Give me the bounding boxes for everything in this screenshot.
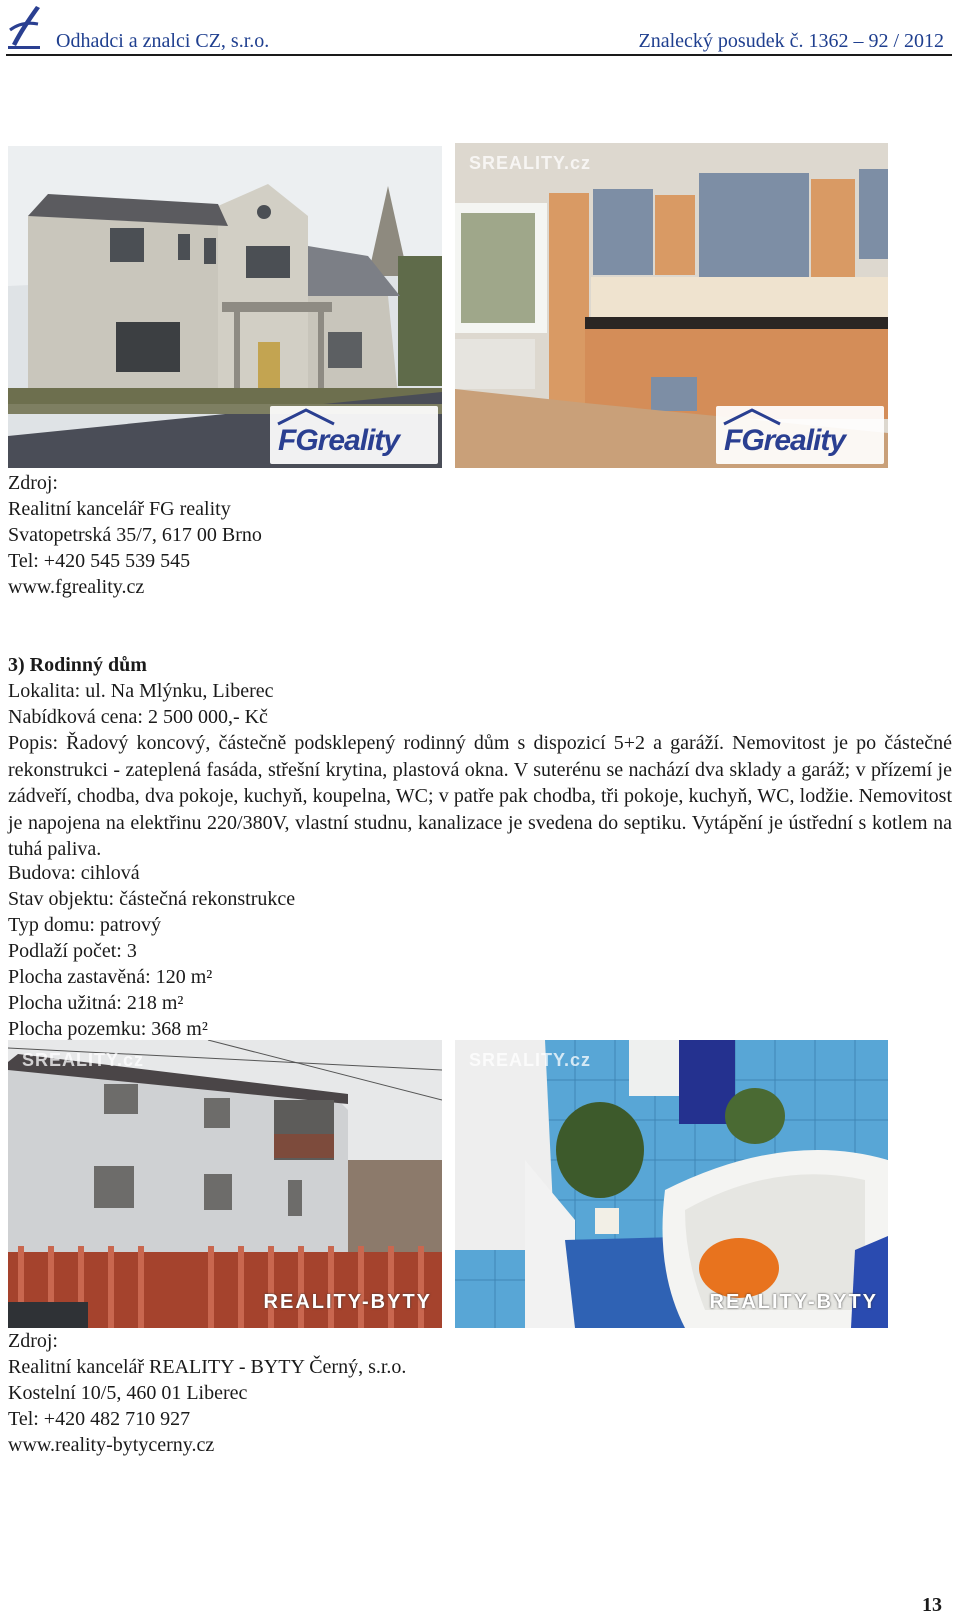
attribute-built-area: Plocha zastavěná: 120 m² [8, 966, 213, 988]
document-reference: Znalecký posudek č. 1362 – 92 / 2012 [638, 30, 944, 52]
house-exterior-photo [8, 146, 442, 468]
fgreality-watermark: FGreality [716, 406, 884, 464]
kitchen-photo [455, 143, 888, 468]
source-website: www.reality-bytycerny.cz [8, 1434, 215, 1456]
source-phone: Tel: +420 545 539 545 [8, 550, 191, 572]
listing-title: 3) Rodinný dům [8, 654, 147, 676]
company-name: Odhadci a znalci CZ, s.r.o. [56, 30, 270, 52]
attribute-building: Budova: cihlová [8, 862, 140, 884]
source-phone: Tel: +420 482 710 927 [8, 1408, 191, 1430]
reality-byty-watermark: REALITY-BYTY [709, 1291, 878, 1313]
header-divider [6, 54, 952, 56]
source-agency: Realitní kancelář FG reality [8, 498, 231, 520]
attribute-usable-area: Plocha užitná: 218 m² [8, 992, 184, 1014]
attribute-condition: Stav objektu: částečná rekonstrukce [8, 888, 296, 910]
source-heading: Zdroj: [8, 1330, 58, 1352]
page-header [0, 0, 960, 56]
sreality-watermark: SREALITY.cz [469, 1050, 592, 1070]
sreality-watermark: SREALITY.cz [22, 1050, 145, 1070]
listing-description: Popis: Řadový koncový, částečně podsklepený rodinný dům s dispozicí 5+2 a garáží. Nemovitost je po částečné rekonstrukci - zateplená fasáda, střešní krytina, plastová okna. V suterénu se nachází dva sklady a garáž; v přízemí je zádveří, chodba, dva pokoje, kuchyň, koupelna, WC; v patře pak chodba, tři pokoje, kuchyň, WC, lodžie. Nemovitost je napojena na elektřinu 220/380V, vlastní studnu, kanalizace je svedena do septiku. Vytápění je ústřední s kotlem na tuhá paliva. [8, 732, 952, 861]
attribute-plot-area: Plocha pozemku: 368 m² [8, 1018, 208, 1040]
house-facade-photo [8, 1040, 442, 1328]
source-address: Kostelní 10/5, 460 01 Liberec [8, 1382, 248, 1404]
source-heading: Zdroj: [8, 472, 58, 494]
source-website: www.fgreality.cz [8, 576, 145, 598]
listing-location: Lokalita: ul. Na Mlýnku, Liberec [8, 680, 274, 702]
attribute-house-type: Typ domu: patrový [8, 914, 162, 936]
page-number: 13 [922, 1594, 942, 1616]
source-address: Svatopetrská 35/7, 617 00 Brno [8, 524, 262, 546]
company-logo-icon [8, 2, 42, 52]
source-agency: Realitní kancelář REALITY - BYTY Černý, s.r.o. [8, 1356, 407, 1378]
bathroom-photo [455, 1040, 888, 1328]
attribute-floors: Podlaží počet: 3 [8, 940, 137, 962]
sreality-watermark: SREALITY.cz [469, 153, 592, 173]
listing-price: Nabídková cena: 2 500 000,- Kč [8, 706, 268, 728]
reality-byty-watermark: REALITY-BYTY [263, 1291, 432, 1313]
fgreality-watermark: FGreality [270, 406, 438, 464]
